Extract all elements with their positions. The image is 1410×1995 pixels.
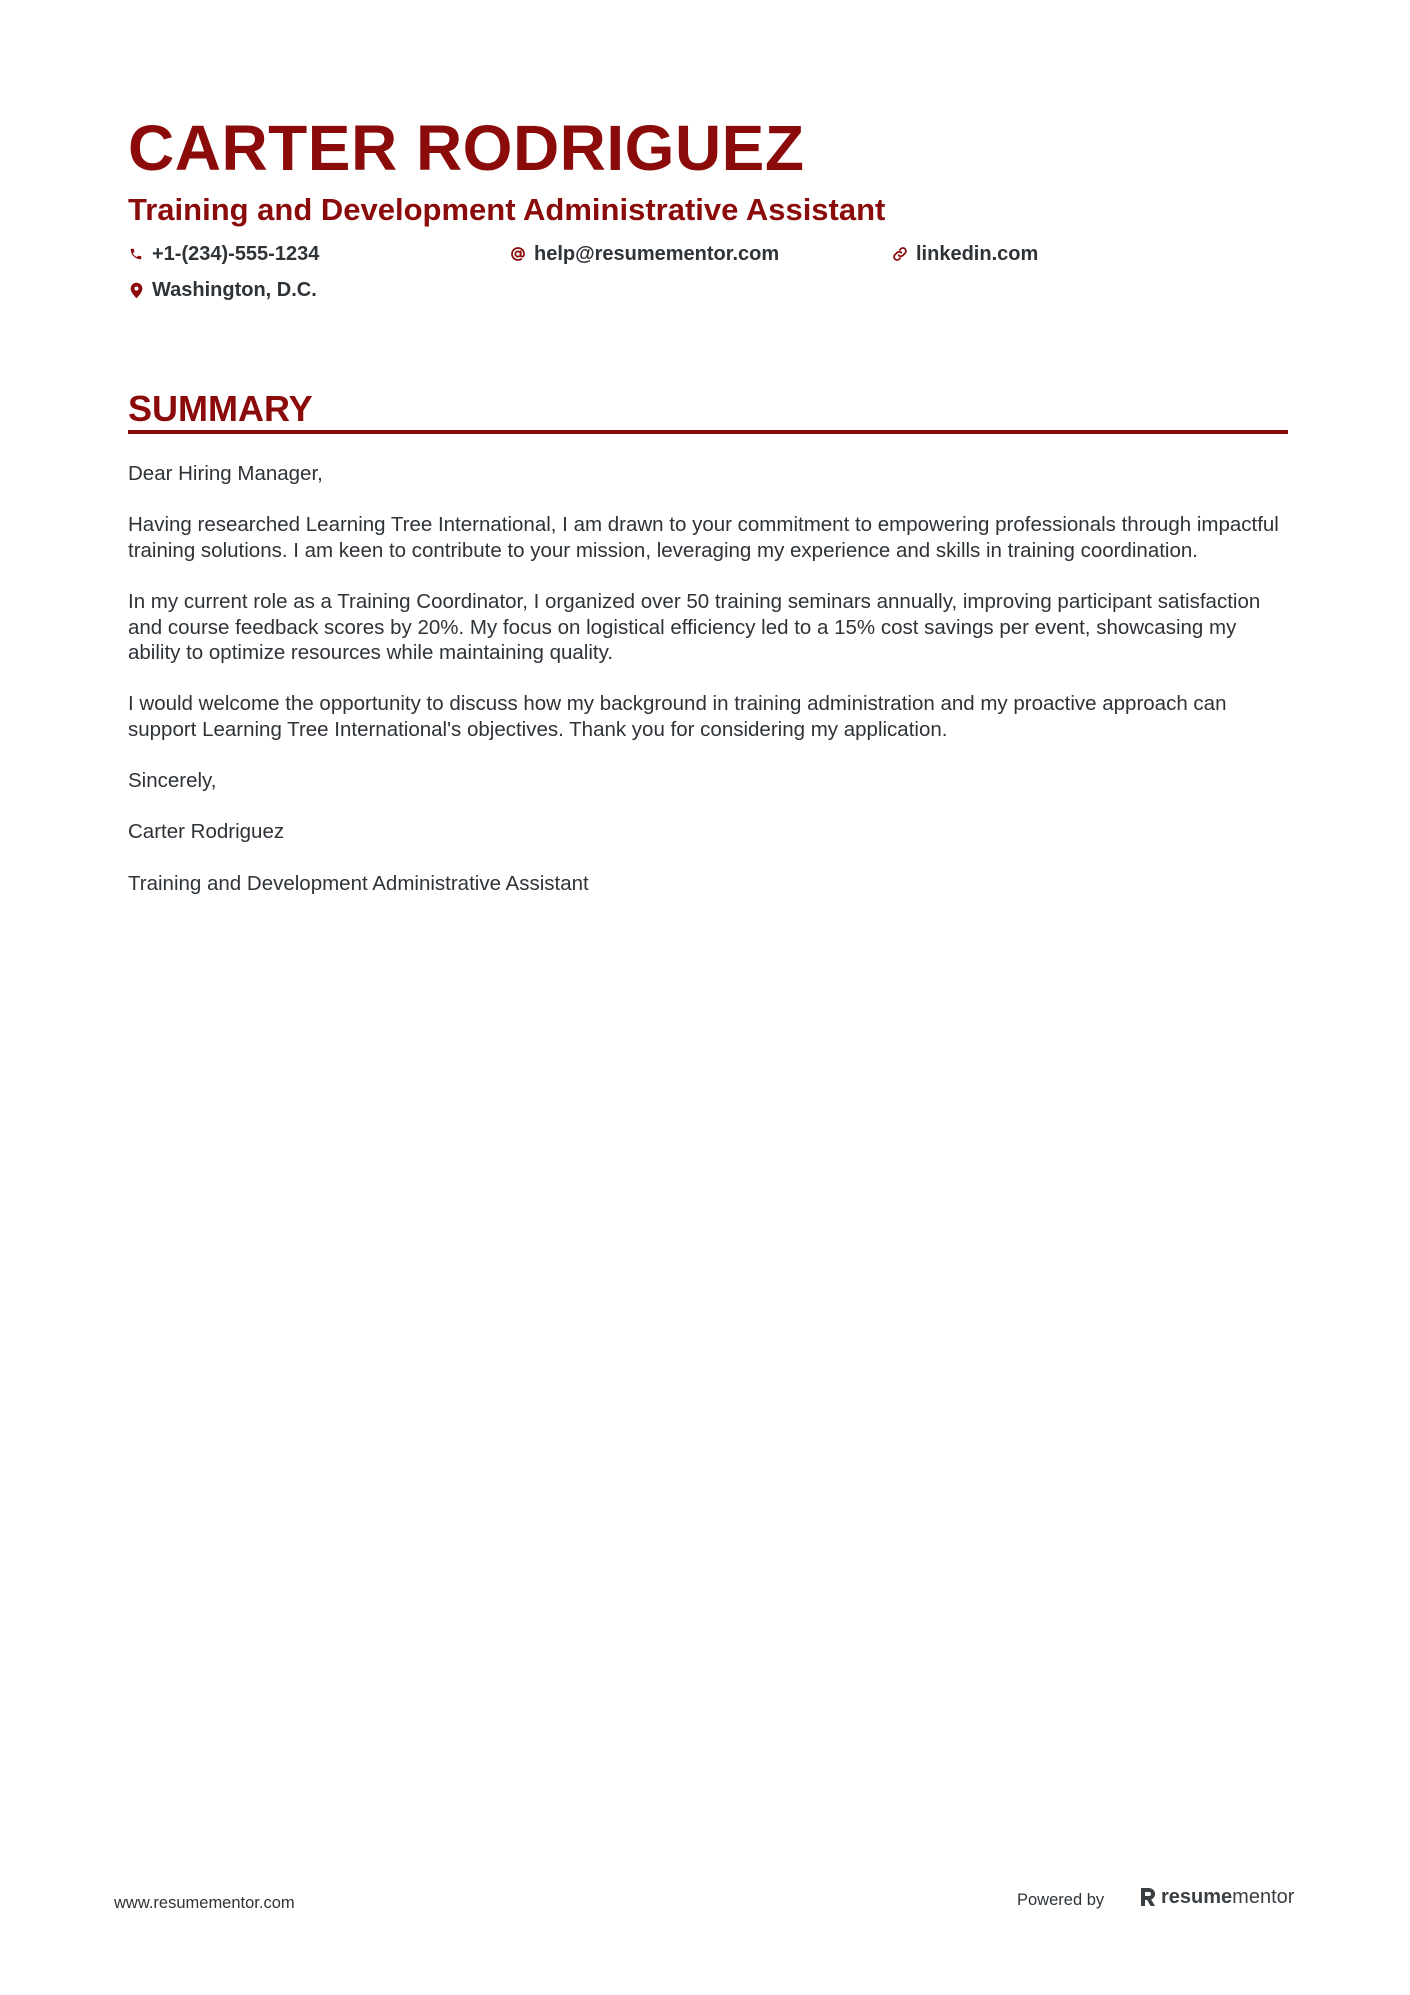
location-text: Washington, D.C. xyxy=(152,279,317,301)
link-icon xyxy=(892,245,908,263)
candidate-title: Training and Development Administrative Assistant xyxy=(128,192,886,227)
sign-off: Sincerely, xyxy=(128,769,217,793)
paragraph-intro: Having researched Learning Tree International, I am drawn to your commitment to empowering professionals through impactful training solutions. I am keen to contribute to your mission, leveraging my experience and skills in training coordination. xyxy=(128,513,1279,562)
section-divider xyxy=(128,430,1288,434)
brand-name-bold: resume xyxy=(1161,1886,1233,1908)
phone-icon xyxy=(128,245,144,263)
candidate-name: CARTER RODRIGUEZ xyxy=(128,112,805,184)
footer-website-link[interactable]: www.resumementor.com xyxy=(114,1894,295,1912)
at-sign-icon xyxy=(510,245,526,263)
salutation: Dear Hiring Manager, xyxy=(128,462,323,485)
paragraph-experience: In my current role as a Training Coordinator, I organized over 50 training seminars annually, improving participant satisfaction and course feedback scores by 20%. My focus on logistical efficiency led to a 15% cost savings per event, showcasing my ability to optimize resources while maintaining quality. xyxy=(128,589,1261,665)
signature-name: Carter Rodriguez xyxy=(128,820,285,844)
contact-location xyxy=(128,277,317,303)
contact-email[interactable] xyxy=(510,241,779,267)
phone-text: +1-(234)-555-1234 xyxy=(152,243,320,265)
brand-logo[interactable] xyxy=(1139,1884,1294,1910)
linkedin-text: linkedin.com xyxy=(916,243,1039,265)
email-text: help@resumementor.com xyxy=(534,243,780,265)
contact-phone[interactable] xyxy=(128,241,319,267)
map-pin-icon xyxy=(128,281,144,299)
contact-linkedin[interactable] xyxy=(892,241,1038,267)
paragraph-closing: I would welcome the opportunity to discuss how my background in training administration and my proactive approach can support Learning Tree International's objectives. Thank you for considering my application. xyxy=(128,692,1227,741)
summary-heading: SUMMARY xyxy=(128,388,313,429)
signature-title: Training and Development Administrative Assistant xyxy=(128,871,589,895)
summary-body xyxy=(128,461,1293,922)
brand-name-regular: mentor xyxy=(1232,1886,1295,1908)
powered-by-label: Powered by xyxy=(1017,1891,1105,1909)
resumementor-logo-icon xyxy=(1139,1886,1157,1908)
